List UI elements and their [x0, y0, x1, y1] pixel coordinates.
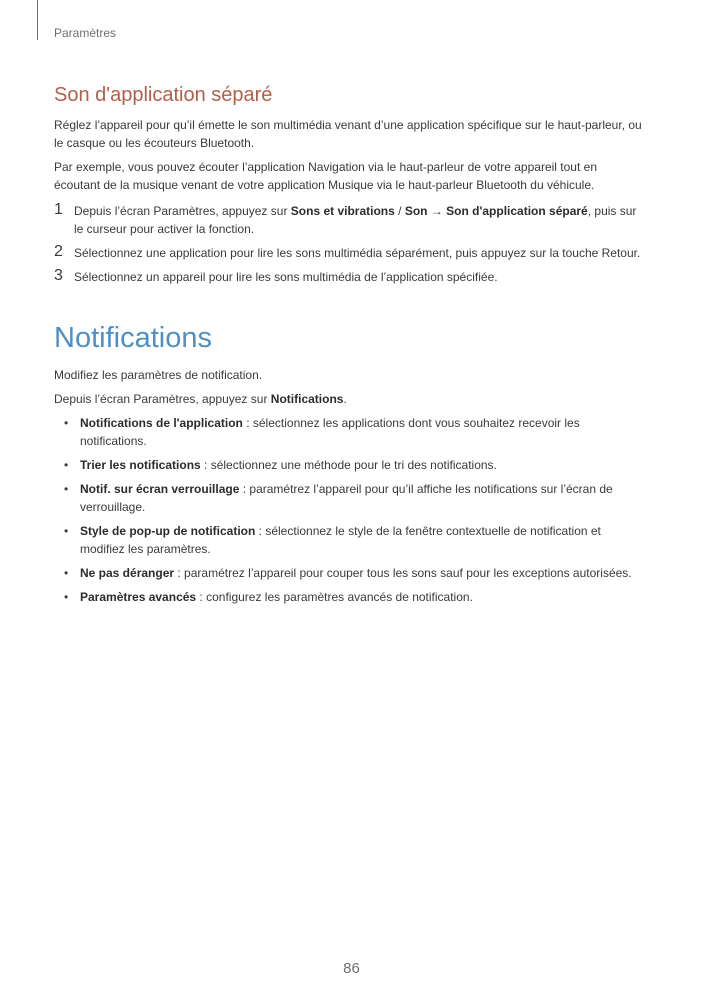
option-term: Ne pas déranger: [80, 566, 175, 580]
bullet-icon: •: [64, 566, 69, 580]
section2-path: Depuis l’écran Paramètres, appuyez sur Notifications.: [54, 392, 347, 406]
step-item: [54, 244, 644, 262]
menu-path-notifications: Notifications: [270, 392, 344, 406]
section-title-son-application-separe: Son d'application séparé: [54, 84, 273, 106]
list-item: [54, 480, 644, 516]
page-number: 86: [343, 960, 360, 977]
arrow-icon: →: [427, 204, 447, 218]
section1-paragraph: Réglez l’appareil pour qu’il émette le son multimédia venant d’une application spécifique sur le haut-parleur, ou le casque ou les écouteurs Bluetooth.: [54, 118, 642, 150]
menu-path-sons-et-vibrations: Sons et vibrations: [290, 204, 395, 218]
list-item: [54, 456, 644, 474]
option-term: Notifications de l'application: [80, 416, 243, 430]
step-item: [54, 268, 644, 286]
menu-path-son-application-separe: Son d'application séparé: [446, 204, 588, 218]
running-header: Paramètres: [54, 26, 117, 40]
option-description: : configurez les paramètres avancés de notification.: [196, 590, 473, 604]
step-text: Sélectionnez un appareil pour lire les sons multimédia de l’application spécifiée.: [74, 270, 498, 284]
option-description: : sélectionnez une méthode pour le tri des notifications.: [200, 458, 497, 472]
step-number: 3: [54, 267, 63, 284]
step-number: 2: [54, 243, 63, 260]
step-text: Sélectionnez une application pour lire les sons multimédia séparément, puis appuyez sur la touche Retour.: [74, 246, 641, 260]
option-term: Notif. sur écran verrouillage: [80, 482, 240, 496]
menu-path-son: Son: [404, 204, 428, 218]
option-description: : sélectionnez les applications dont vous souhaitez recevoir les notifications.: [80, 416, 580, 448]
section-title-notifications: Notifications: [54, 322, 212, 354]
bullet-icon: •: [64, 524, 69, 538]
option-description: : paramétrez l’appareil pour qu’il affiche les notifications sur l’écran de verrouillage.: [80, 482, 613, 514]
header-rule: [37, 0, 38, 40]
option-term: Paramètres avancés: [80, 590, 197, 604]
options-list: [54, 414, 644, 606]
option-term: Style de pop-up de notification: [80, 524, 256, 538]
page-content: [54, 82, 644, 612]
steps-list: [54, 202, 644, 286]
option-description: : paramétrez l’appareil pour couper tous les sons sauf pour les exceptions autorisées.: [174, 566, 632, 580]
option-term: Trier les notifications: [80, 458, 201, 472]
step-item: [54, 202, 644, 238]
list-item: [54, 588, 644, 606]
section2-intro: Modifiez les paramètres de notification.: [54, 368, 263, 382]
step-text: Depuis l’écran Paramètres, appuyez sur Sons et vibrations / Son → Son d'application séparé, puis sur le curseur pour activer la fonction.: [74, 204, 637, 236]
section1-paragraph: Par exemple, vous pouvez écouter l’application Navigation via le haut-parleur de votre appareil tout en écoutant de la musique venant de votre application Musique via le haut-parleur Bluetooth du véhicule.: [54, 160, 597, 192]
bullet-icon: •: [64, 482, 69, 496]
step-number: 1: [54, 201, 63, 218]
option-description: : sélectionnez le style de la fenêtre contextuelle de notification et modifiez les paramètres.: [80, 524, 601, 556]
bullet-icon: •: [64, 416, 69, 430]
list-item: [54, 522, 644, 558]
bullet-icon: •: [64, 458, 69, 472]
bullet-icon: •: [64, 590, 69, 604]
list-item: [54, 564, 644, 582]
list-item: [54, 414, 644, 450]
